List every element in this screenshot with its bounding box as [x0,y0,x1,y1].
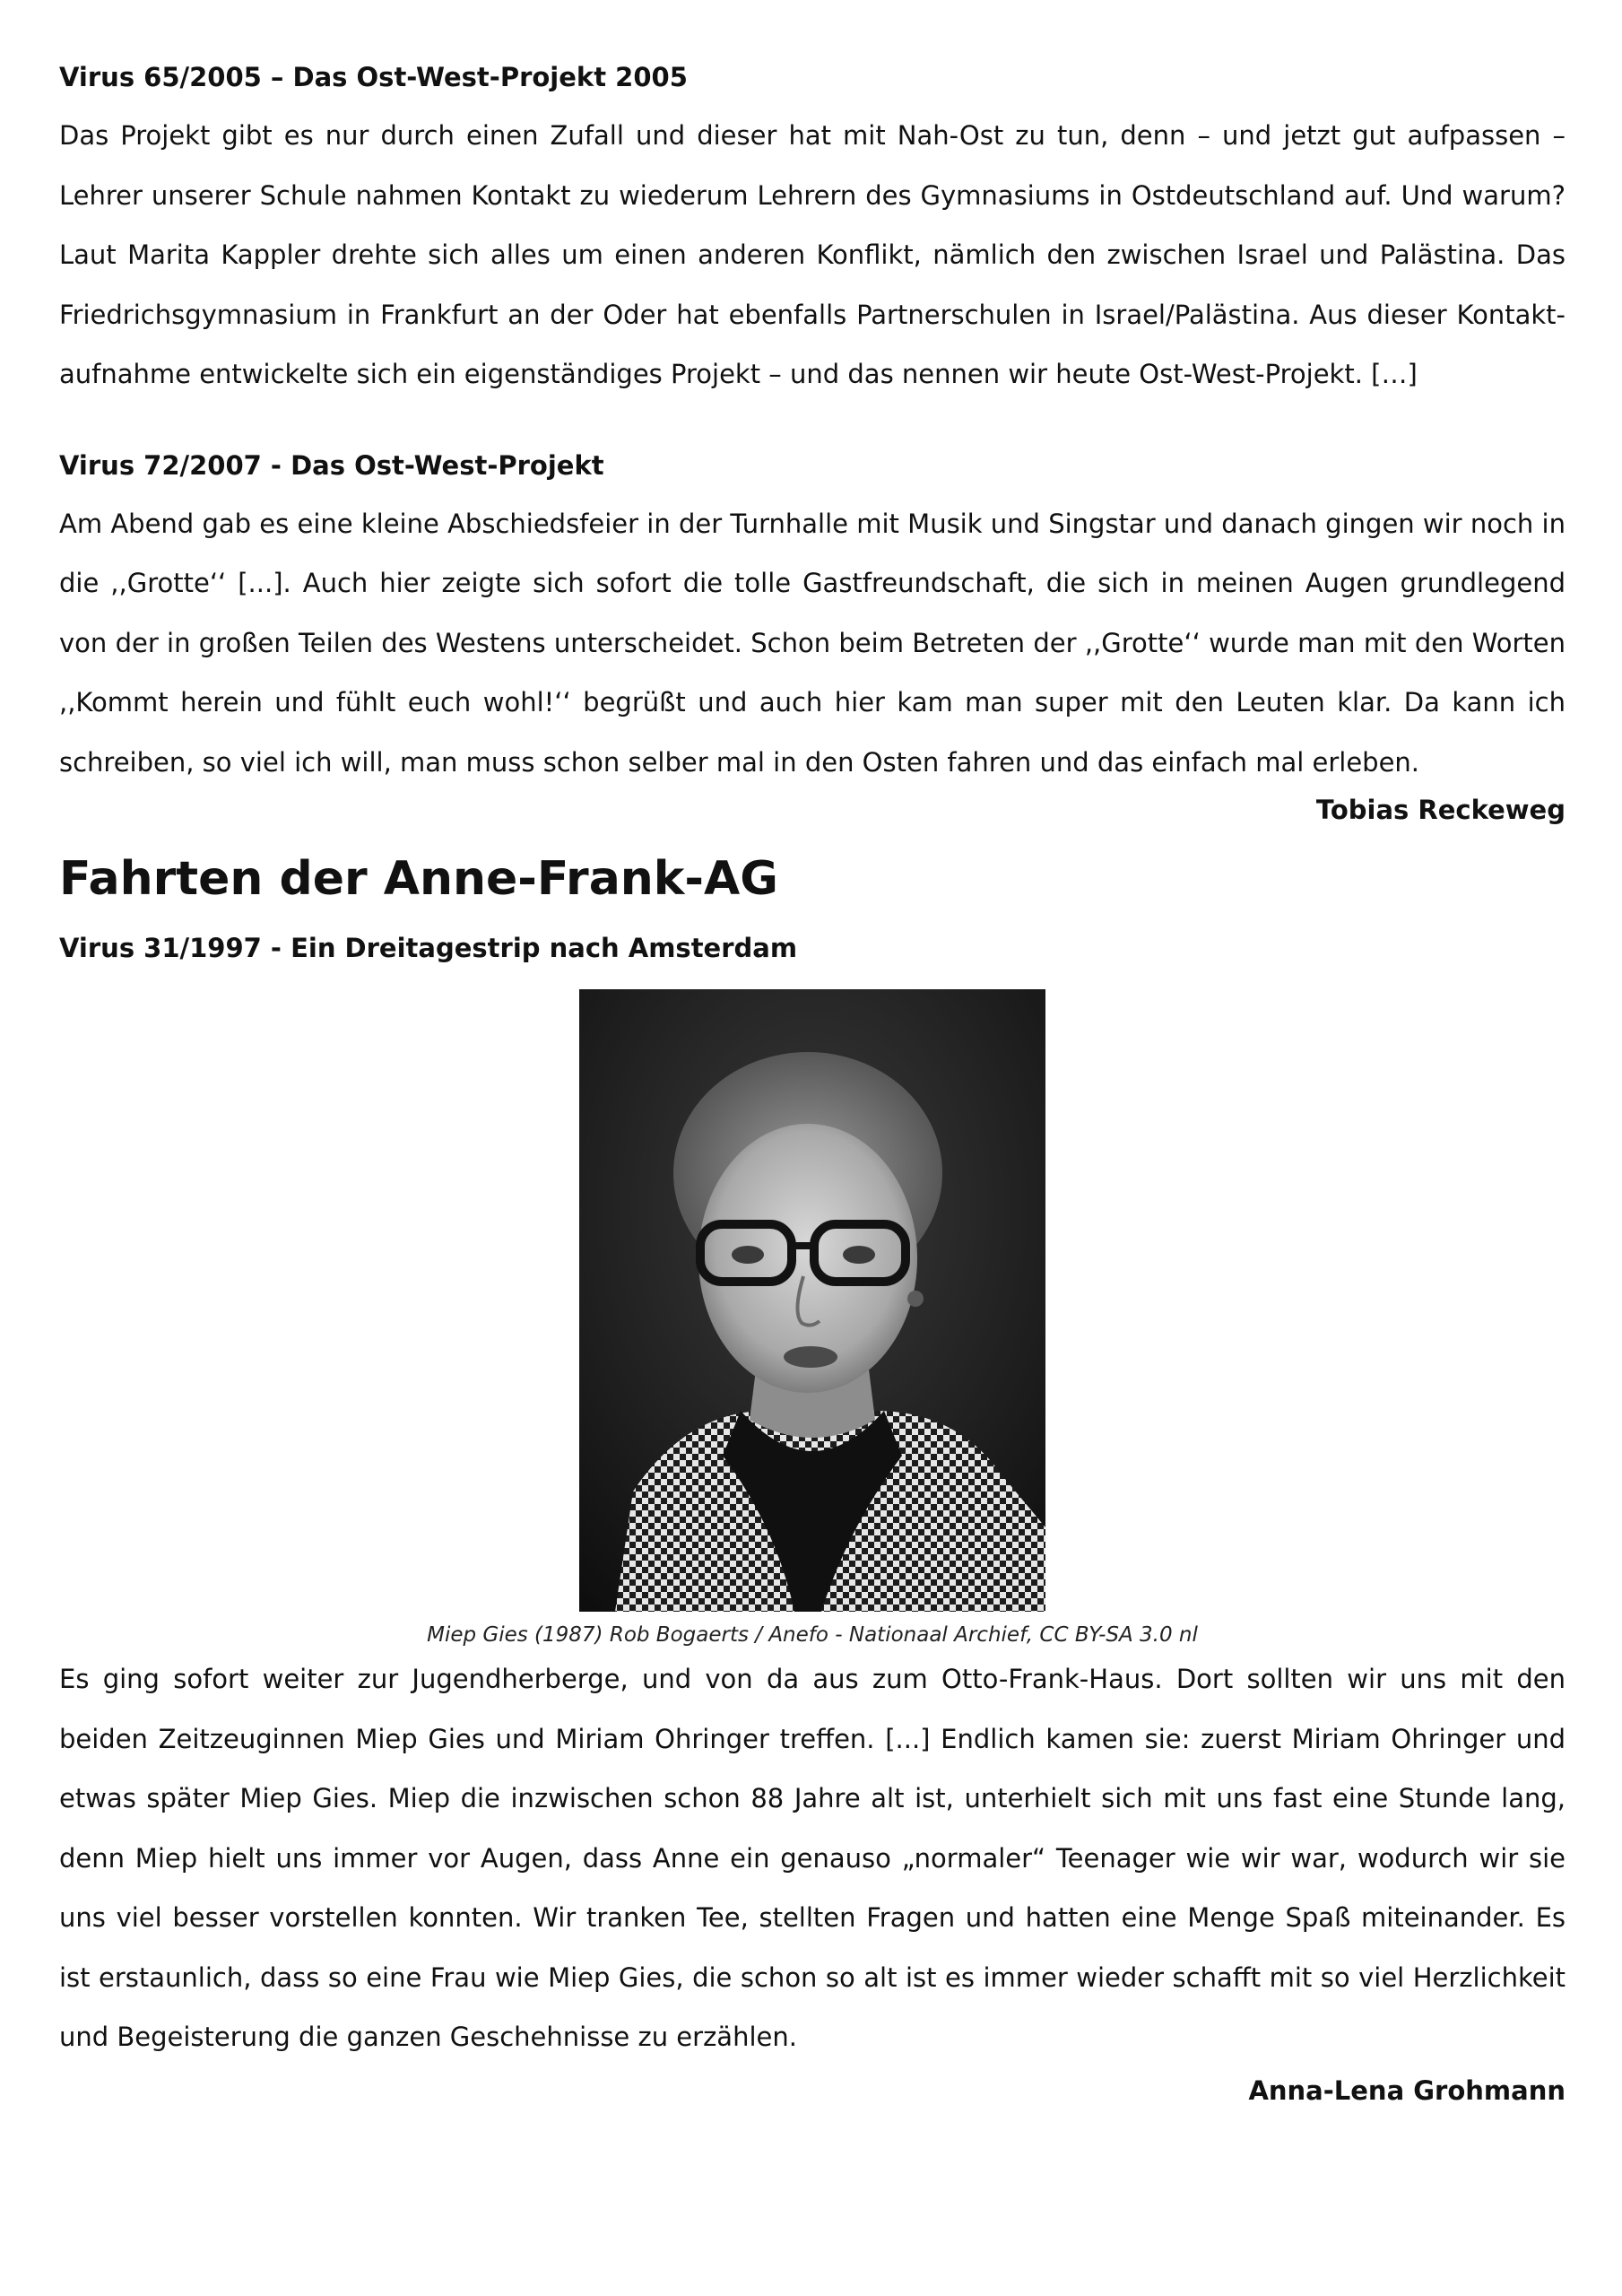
article2-heading: Virus 72/2007 - Das Ost-West-Projekt [59,449,604,481]
article3-body: Es ging sofort weiter zur Jugendherberge, und von da aus zum Otto-Frank-Haus. Dort sollten wir uns mit den beiden Zeitzeuginnen Miep Gies und Miriam Ohringer treffen. [...] Endlich kamen sie: zuerst Miriam Ohringer und etwas später Miep Gies. Miep die inzwischen schon 88 Jahre alt ist, unterhielt sich mit uns fast eine Stunde lang, denn Miep hielt uns immer vor Augen, dass Anne ein genauso „normaler“ Teenager wie wir war, wodurch wir sie uns viel besser vorstellen konnten. Wir tranken Tee, stellten Fragen und hatten eine Menge Spaß miteinander. Es ist erstaunlich, dass so eine Frau wie Miep Gies, die schon so alt ist es immer wieder schafft mit so viel Herzlichkeit und Begeisterung die ganzen Geschehnisse zu erzählen. [59,1664,1566,2052]
article3-heading: Virus 31/1997 - Ein Dreitagestrip nach Amsterdam [59,933,798,963]
photo-caption: Miep Gies (1987) Rob Bogaerts / Anefo - Nationaal Archief, CC BY-SA 3.0 nl [427,1623,1198,1647]
portrait-photo [579,989,1045,1612]
article1-body: Das Projekt gibt es nur durch einen Zufall und dieser hat mit Nah-Ost zu tun, denn – und jetzt gut aufpassen – Lehrer unserer Schule nahmen Kontakt zu wiederum Lehrern des Gymnasiums in Ostdeutschland auf. Und warum? Laut Marita Kappler drehte sich alles um einen anderen Konflikt, nämlich den zwischen Israel und Palästina. Das Friedrichsgymnasium in Frankfurt an der Oder hat ebenfalls Partnerschulen in Israel/Palästina. Aus dieser Kontaktaufnahme entwickelte sich ein eigenständiges Projekt – und das nennen wir heute Ost-West-Projekt. […] [59,120,1566,389]
portrait-photo-image [579,989,1045,1612]
article2-author: Tobias Reckeweg [1315,795,1566,825]
article2-body: Am Abend gab es eine kleine Abschiedsfeier in der Turnhalle mit Musik und Singstar und danach gingen wir noch in die ,,Grotte‘‘ [...]. Auch hier zeigte sich sofort die tolle Gastfreundschaft, die sich in meinen Augen grundlegend von der in großen Teilen des Westens unterscheidet. Schon beim Betreten der ,,Grotte‘‘ wurde man mit den Worten ,,Kommt herein und fühlt euch wohl!‘‘ begrüßt und auch hier kam man super mit den Leuten klar. Da kann ich schreiben, so viel ich will, man muss schon selber mal in den Osten fahren und das einfach mal erleben. [59,508,1566,778]
article3-author: Anna-Lena Grohmann [1248,2074,1566,2106]
article1-heading: Virus 65/2005 – Das Ost-West-Projekt 2005 [59,62,688,92]
document-page [59,59,1566,2109]
section-title: Fahrten der Anne-Frank-AG [59,852,778,906]
